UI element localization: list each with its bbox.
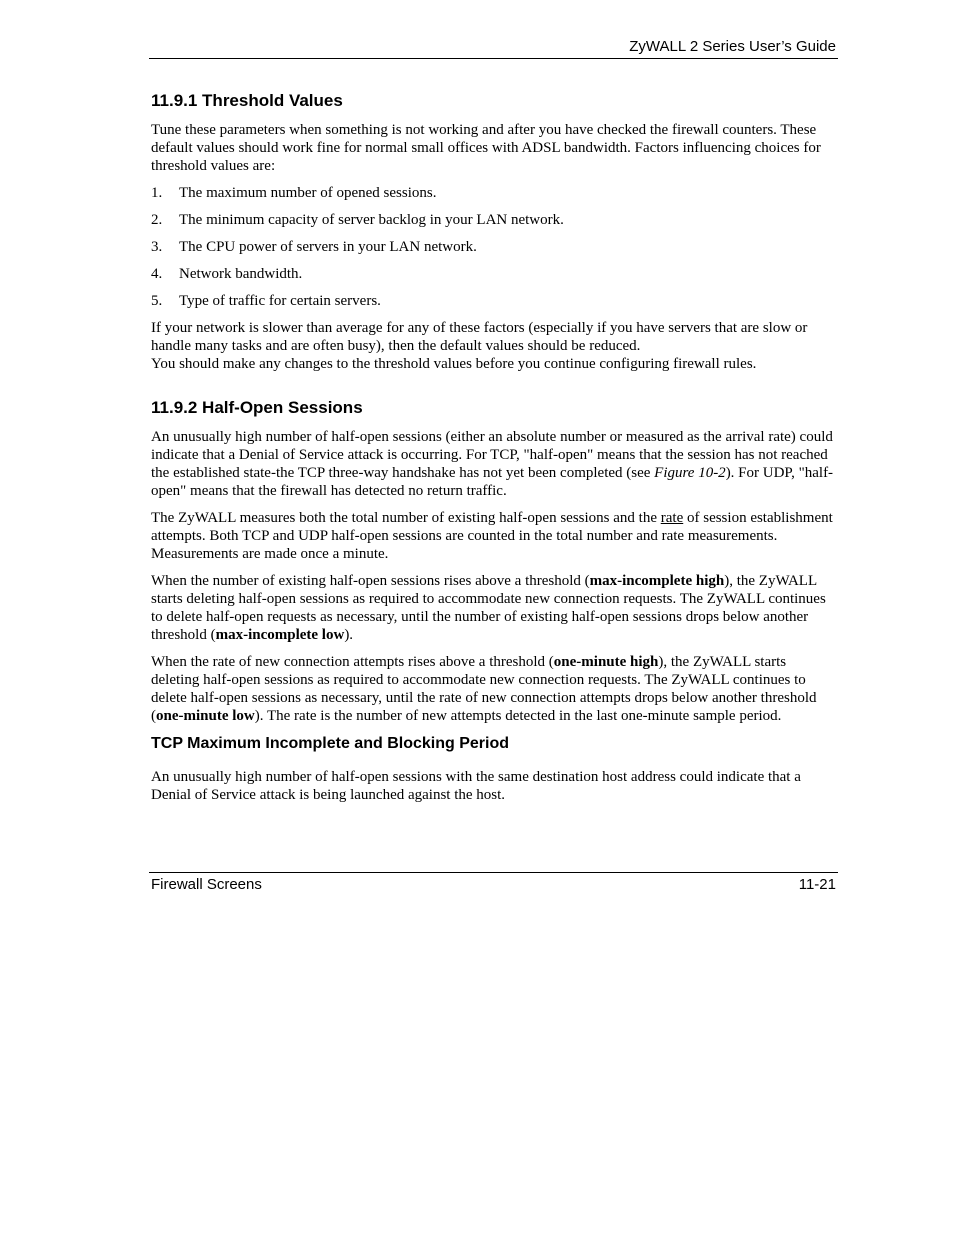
half-open-paragraph-4	[151, 653, 837, 725]
text-run: ). For UDP, "half-open" means that the firewall has detected no return traffic.	[151, 465, 834, 499]
list-item	[151, 238, 837, 256]
figure-reference-link[interactable]: Figure 10-2	[654, 465, 726, 481]
footer-chapter: Firewall Screens	[151, 876, 262, 893]
list-item-text: Network bandwidth.	[179, 266, 303, 282]
page-header	[149, 36, 838, 59]
text-run: The ZyWALL measures both the total number of existing half-open sessions and the	[151, 510, 661, 526]
header-title: ZyWALL 2 Series User’s Guide	[629, 38, 836, 55]
half-open-paragraph-2	[151, 509, 837, 563]
threshold-para-slow-network: If your network is slower than average for any of these factors (especially if you have servers that are slow or handle many tasks and are often busy), then the default values should be reduced.	[151, 320, 808, 354]
list-item-text: The CPU power of servers in your LAN network.	[179, 239, 477, 255]
list-item-number: 2.	[151, 212, 163, 228]
page-footer	[149, 872, 838, 897]
text-run: ).	[344, 627, 354, 643]
text-run: ), the ZyWALL starts deleting half-open sessions as required to accommodate new connection requests. The ZyWALL continues to delete half-open sessions as necessary, until the rate of new connection attempts drops below another threshold (	[151, 654, 817, 724]
list-item-number: 3.	[151, 239, 163, 255]
threshold-para-changes: You should make any changes to the threshold values before you continue configuring firewall rules.	[151, 356, 757, 372]
half-open-paragraph-1	[151, 428, 837, 500]
half-open-paragraph-3	[151, 572, 837, 644]
term-max-incomplete-low: max-incomplete low	[215, 627, 345, 643]
term-one-minute-high: one-minute high	[553, 654, 659, 670]
term-max-incomplete-high: max-incomplete high	[589, 573, 725, 589]
threshold-paragraph	[151, 319, 837, 373]
list-item-number: 4.	[151, 266, 163, 282]
text-run: When the number of existing half-open sessions rises above a threshold (	[151, 573, 590, 589]
term-one-minute-low: one-minute low	[156, 708, 255, 724]
text-run: When the rate of new connection attempts rises above a threshold (	[151, 654, 554, 670]
list-item-text: The minimum capacity of server backlog in your LAN network.	[179, 212, 564, 228]
subsection-heading-tcp-max-incomplete: TCP Maximum Incomplete and Blocking Period	[151, 735, 509, 752]
text-run: ), the ZyWALL starts deleting half-open sessions as required to accommodate new connection requests. The ZyWALL continues to delete half-open requests as necessary, until the number of existing half-open sessions drops below another threshold (	[151, 573, 826, 643]
document-body	[151, 90, 837, 813]
tcp-paragraph: An unusually high number of half-open sessions with the same destination host address could indicate that a Denial of Service attack is being launched against the host.	[151, 769, 801, 803]
text-run: ). The rate is the number of new attempts detected in the last one-minute sample period.	[254, 708, 782, 724]
list-item-text: Type of traffic for certain servers.	[179, 293, 381, 309]
threshold-intro: Tune these parameters when something is not working and after you have checked the firewall counters. These default values should work fine for normal small offices with ADSL bandwidth. Factors influencing choices for threshold values are:	[151, 122, 821, 174]
list-item	[151, 265, 837, 283]
rate-underlined: rate	[660, 510, 684, 526]
page-number: 11-21	[798, 876, 836, 893]
list-item	[151, 292, 837, 310]
list-item	[151, 184, 837, 202]
threshold-factors-list	[151, 184, 837, 310]
text-run: An unusually high number of half-open sessions (either an absolute number or measured as the arrival rate) could indicate that a Denial of Service attack is occurring. For TCP, "half-open" means that the session has not reached the established state-the TCP three-way handshake has not yet been completed (see	[151, 429, 833, 481]
list-item	[151, 211, 837, 229]
text-run: of session establishment attempts. Both TCP and UDP half-open sessions are counted in the total number and rate measurements. Measurements are made once a minute.	[151, 510, 833, 562]
list-item-number: 1.	[151, 185, 163, 201]
section-heading-half-open-sessions: 11.9.2 Half-Open Sessions	[151, 398, 363, 417]
section-heading-threshold-values: 11.9.1 Threshold Values	[151, 91, 343, 110]
list-item-number: 5.	[151, 293, 163, 309]
list-item-text: The maximum number of opened sessions.	[179, 185, 437, 201]
